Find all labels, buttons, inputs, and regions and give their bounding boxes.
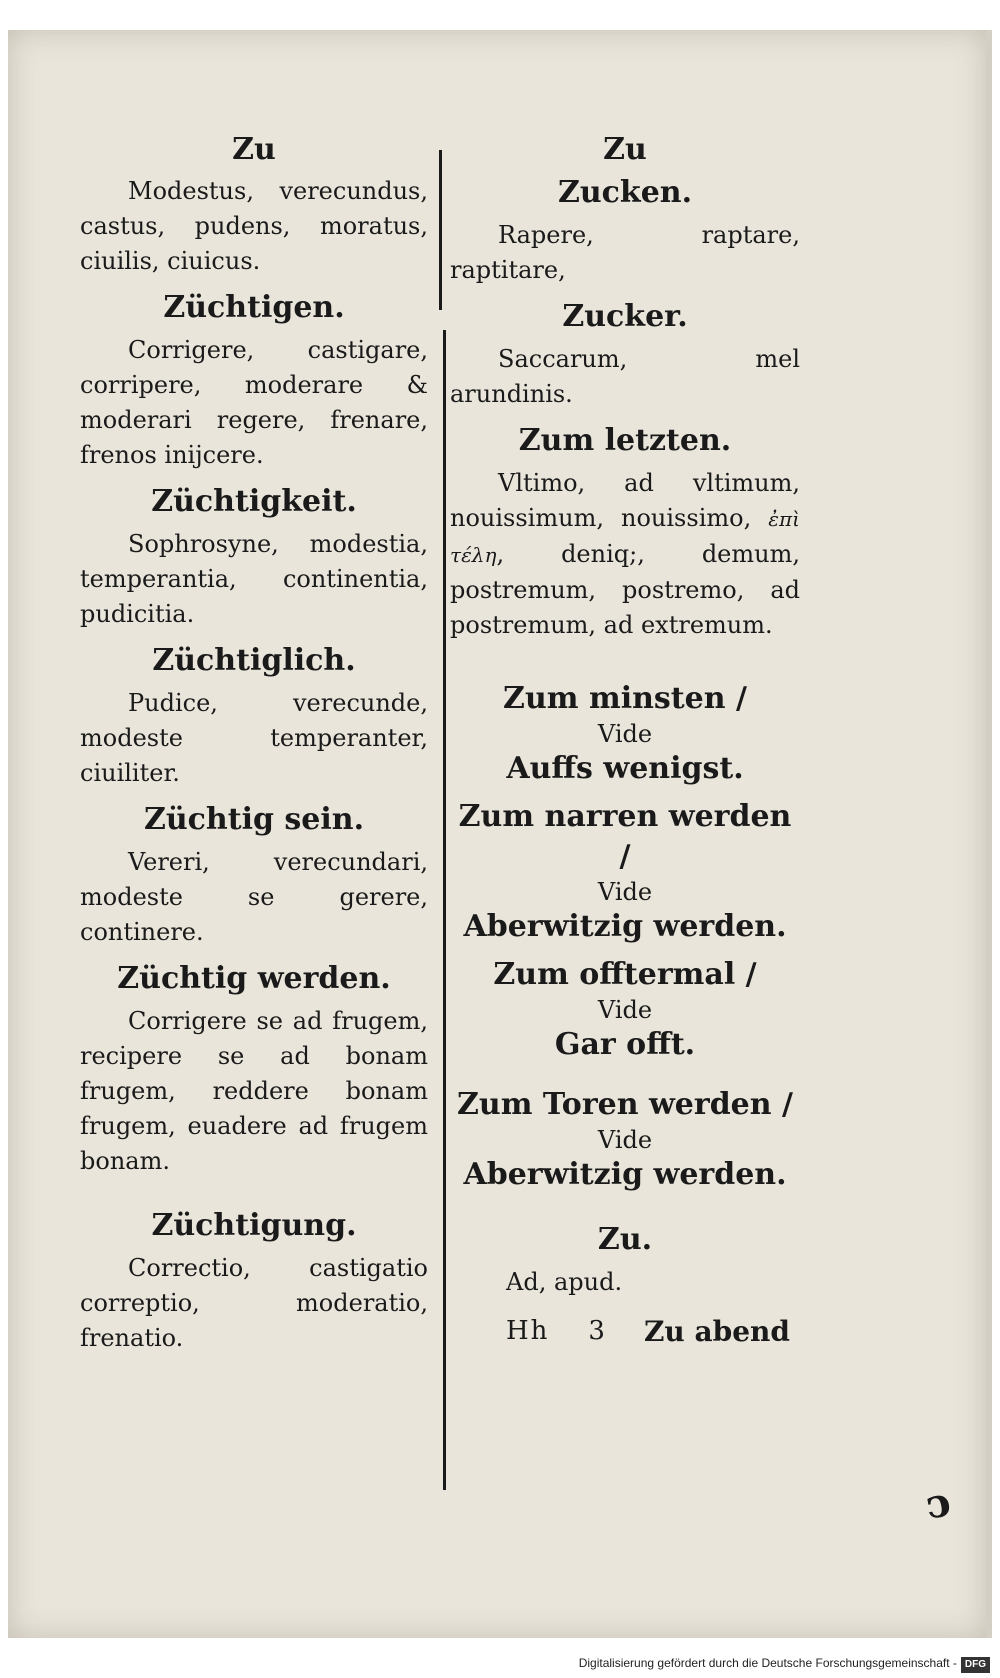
- entry-definition: Saccarum, mel arundinis.: [450, 345, 800, 408]
- entry-headword: Züchtigen.: [163, 290, 345, 325]
- vide-label: Vide: [597, 878, 653, 906]
- dfg-logo: DFG: [961, 1657, 990, 1673]
- vide-label: Vide: [597, 720, 653, 748]
- entry-definition: Correctio, castigatio correptio, moderatio, frenatio.: [80, 1254, 428, 1352]
- entry-definition: Sophrosyne, modestia, temperantia, continentia, pudicitia.: [80, 530, 428, 628]
- entry-headword: Zucker.: [562, 299, 688, 334]
- entry-definition: Pudice, verecunde, modeste temperanter, ciuiliter.: [80, 689, 428, 787]
- greek-phrase: ἐπὶ τέλη: [450, 507, 800, 567]
- signature-mark: Hh: [506, 1316, 550, 1346]
- left-running-head: Zu: [232, 132, 276, 167]
- crossref-headword: Zum minsten /: [503, 681, 747, 716]
- crossref-target: Auffs wenigst.: [506, 751, 744, 786]
- entry-headword: Züchtig sein.: [143, 802, 365, 837]
- definition-text: , deniq;, demum, postremum, postremo, ad postremum, ad extremum.: [450, 540, 800, 639]
- right-running-head: Zu: [603, 132, 647, 167]
- crossref-target: Aberwitzig werden.: [463, 1157, 787, 1192]
- entry-headword: Züchtiglich.: [152, 643, 356, 678]
- entry-headword: Züchtigkeit.: [151, 484, 357, 519]
- entry-definition: [450, 466, 800, 643]
- entry-headword: Zucken.: [557, 175, 693, 210]
- entry-headword: Zu.: [597, 1222, 653, 1257]
- column-rule-upper: [439, 150, 442, 310]
- entry-headword: Züchtig werden.: [117, 961, 391, 996]
- footer-text: Digitalisierung gefördert durch die Deutsche Forschungsgemeinschaft -: [578, 1656, 957, 1670]
- left-intro-text: Modestus, verecundus, castus, pudens, moratus, ciuilis, ciuicus.: [80, 177, 428, 275]
- column-rule-lower: [443, 330, 446, 1490]
- entry-headword: Zum letzten.: [518, 423, 732, 458]
- left-column: [80, 130, 428, 1356]
- entry-headword: Züchtigung.: [151, 1208, 357, 1243]
- vide-label: Vide: [597, 1126, 653, 1154]
- crossref-headword: Zum offtermal /: [493, 957, 757, 992]
- crossref-headword: Zum narren werden /: [458, 799, 792, 874]
- entry-definition: Corrigere, castigare, corripere, moderare & moderari regere, frenare, frenos inijcere.: [80, 336, 428, 469]
- page-footer-line: [450, 1314, 800, 1349]
- crossref-headword: Zum Toren werden /: [457, 1087, 793, 1122]
- vide-label: Vide: [597, 996, 653, 1024]
- signature-number: 3: [588, 1316, 605, 1346]
- crossref-target: Gar offt.: [554, 1027, 696, 1062]
- catchword: Zu abend: [643, 1315, 790, 1348]
- entry-definition: Corrigere se ad frugem, recipere se ad bonam frugem, reddere bonam frugem, euadere ad frugem bonam.: [80, 1007, 428, 1175]
- ink-mark: ↄ: [922, 1478, 955, 1529]
- entry-definition: Vereri, verecundari, modeste se gerere, continere.: [80, 848, 428, 946]
- crossref-target: Aberwitzig werden.: [463, 909, 787, 944]
- definition-text: Vltimo, ad vltimum, nouissimum, nouissimo,: [450, 469, 800, 532]
- book-page: [8, 30, 992, 1638]
- entry-definition: Rapere, raptare, raptitare,: [450, 221, 800, 284]
- entry-definition: Ad, apud.: [506, 1268, 623, 1296]
- digitization-footer: [0, 1648, 1000, 1678]
- right-column: [450, 130, 800, 1349]
